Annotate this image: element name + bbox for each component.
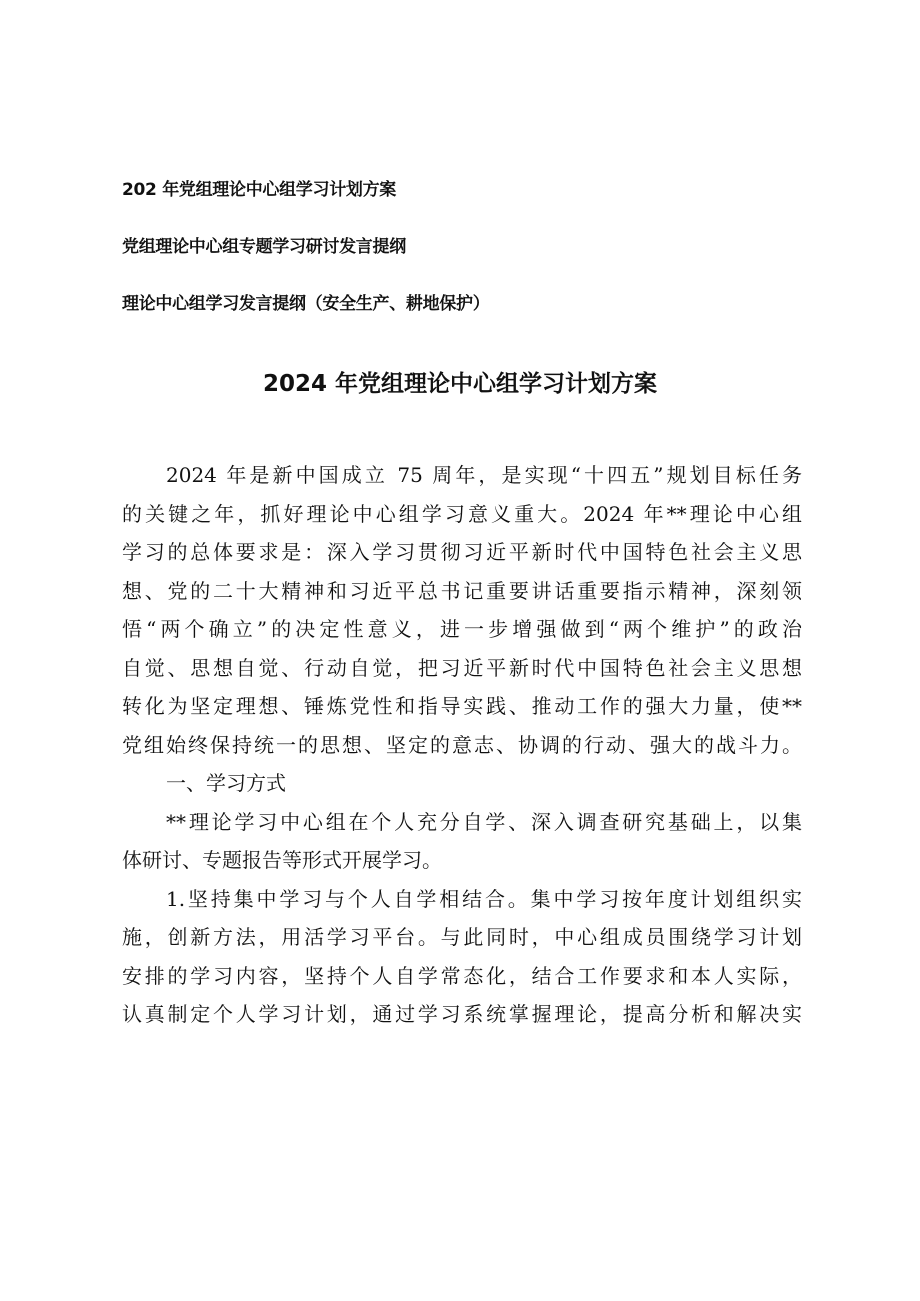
paragraph-line: 1.坚持集中学习与个人自学相结合。集中学习按年度计划组织实 [166,886,802,911]
related-documents-list [122,178,822,349]
toc-item: 理论中心组学习发言提纲（安全生产、耕地保护） [122,294,490,314]
paragraph-line: 学习的总体要求是：深入学习贯彻习近平新时代中国特色社会主义思 [122,540,802,564]
paragraph-line: 转化为坚定理想、锤炼党性和指导实践、推动工作的强大力量，使** [122,694,802,718]
paragraph-line: 认真制定个人学习计划，通过学习系统掌握理论，提高分析和解决实 [122,1002,802,1026]
paragraph-line: 安排的学习内容，坚持个人自学常态化，结合工作要求和本人实际， [122,963,802,988]
section-heading: 一、学习方式 [166,771,286,795]
document-title: 2024 年党组理论中心组学习计划方案 [262,371,658,397]
toc-item: 党组理论中心组专题学习研讨发言提纲 [122,237,406,257]
paragraph-line: 党组始终保持统一的思想、坚定的意志、协调的行动、强大的战斗力。 [122,732,802,757]
paragraph-line: 施，创新方法，用活学习平台。与此同时，中心组成员围绕学习计划 [122,925,802,949]
paragraph-line: 体研讨、专题报告等形式开展学习。 [122,848,442,872]
paragraph-line: 自觉、思想自觉、行动自觉，把习近平新时代中国特色社会主义思想 [122,655,802,680]
paragraph-line: 悟“两个确立”的决定性意义，进一步增强做到“两个维护”的政治 [122,617,802,641]
paragraph-line: **理论学习中心组在个人充分自学、深入调查研究基础上，以集 [166,809,802,834]
paragraph-line: 的关键之年，抓好理论中心组学习意义重大。2024 年**理论中心组 [122,501,802,526]
paragraph-line: 想、党的二十大精神和习近平总书记重要讲话重要指示精神，深刻领 [122,578,802,603]
toc-item: 202 年党组理论中心组学习计划方案 [122,180,397,200]
paragraph-line: 2024 年是新中国成立 75 周年，是实现“十四五”规划目标任务 [166,463,802,487]
document-body [122,456,802,1034]
